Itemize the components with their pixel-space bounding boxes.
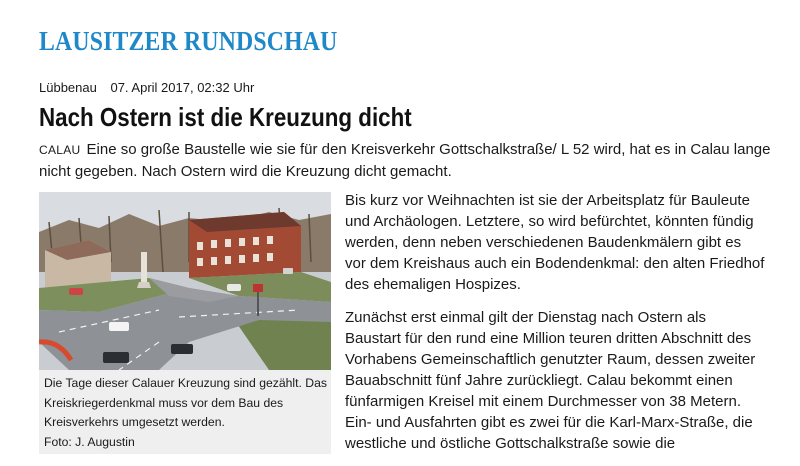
article-location: Lübbenau <box>39 80 97 95</box>
masthead-logo[interactable]: LAUSITZER RUNDSCHAU <box>39 26 338 56</box>
lead-city: CALAU <box>39 143 81 157</box>
article-headline: Nach Ostern ist die Kreuzung dicht <box>39 102 412 132</box>
figure-caption <box>44 374 329 452</box>
photo-credit: Foto: J. Augustin <box>44 434 135 449</box>
article-meta <box>39 80 254 95</box>
body-paragraph: Zunächst erst einmal gilt der Dienstag nach Ostern als Baustart für den rund eine Million teuren dritten Abschnitt des Vorhabens Gemeinschaftlich genutzter Raum, dessen zweiter Bauabschnitt fünf Jahre zurückliegt. Calau bekommt einen fünfarmigen Kreisel mit einem Durchmesser von 38 Metern. Ein- und Ausfahrten gibt es zwei für die Karl-Marx-Straße, die westliche und östliche Gottschalkstraße sowie die <box>345 309 756 452</box>
caption-text: Die Tage dieser Calauer Kreuzung sind gezählt. Das Kreiskriegerdenkmal muss vor dem Bau des Kreisverkehrs umgesetzt werden. <box>44 376 327 429</box>
article-date: 07. April 2017, 02:32 Uhr <box>110 80 255 95</box>
lead-text: Eine so große Baustelle wie sie für den Kreisverkehr Gottschalkstraße/ L 52 wird, hat es in Calau lange nicht gegeben. Nach Ostern wird die Kreuzung dicht gemacht. <box>39 141 771 180</box>
article-lead <box>39 139 779 182</box>
body-paragraph: Bis kurz vor Weihnachten ist sie der Arbeitsplatz für Bauleute und Archäologen. Letztere, so wird befürchtet, könnten fündig werden, denn neben verschiedenen Baudenkmälern gibt es vor dem Kreishaus auch ein Bodendenkmal: den alten Friedhof des ehemaligen Hospizes. <box>345 192 765 293</box>
article-body <box>345 190 765 466</box>
article-figure <box>39 192 331 454</box>
intersection-photo[interactable] <box>39 192 331 370</box>
